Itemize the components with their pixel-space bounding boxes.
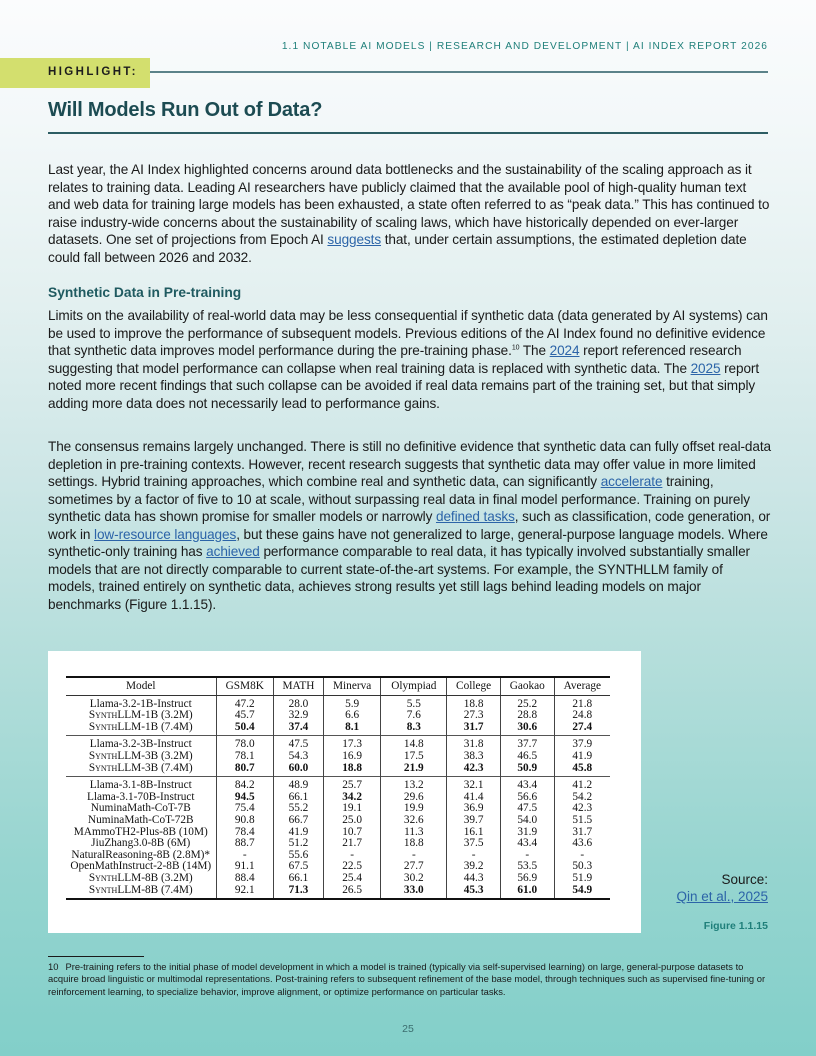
results-body — [66, 695, 610, 899]
score-cell-minerva: 25.0 — [323, 815, 380, 827]
link-achieved[interactable]: achieved — [206, 544, 260, 559]
score-cell-average: 51.9 — [554, 873, 610, 885]
text-run: performance comparable to real data, it has typically involved substantially smaller models that are not directly comparable to current state-of-the-art systems. For example, the SYNTHLLM family of models, trained entirely on synthetic data, achieves strong results yet still lags behind leading models on major benchmarks (Figure 1.1.15). — [48, 544, 750, 612]
text-run: Last year, the AI Index highlighted concerns around data bottlenecks and the sustainability of the scaling approach as it relates to training data. Leading AI researchers have publicly claimed that the available pool of high-quality human text and web data for training large models has been exhausted, a state often referred to as “peak data.” This has continued to raise industry-wide concerns about the sustainability of scaling laws, which have historically depended on ever-larger datasets. One set of projections from Epoch AI — [48, 162, 770, 247]
score-cell-olympiad: 19.9 — [381, 803, 447, 815]
score-cell-minerva: 19.1 — [323, 803, 380, 815]
score-cell-college: 41.4 — [447, 792, 501, 804]
text-run: , such as classification, code generation, or work in — [48, 509, 771, 542]
model-name: Llama-3.2-3B-Instruct — [89, 738, 192, 751]
model-name-smallcaps: Synth — [88, 720, 118, 733]
highlight-badge — [0, 58, 150, 88]
column-header-gsm8k: GSM8K — [216, 677, 274, 695]
highlight-label: HIGHLIGHT: — [48, 66, 138, 78]
score-cell-math: 54.3 — [274, 751, 324, 763]
score-cell-college: 37.5 — [447, 838, 501, 850]
score-cell-average: 31.7 — [554, 827, 610, 839]
model-name-smallcaps: Synth — [88, 883, 118, 896]
score-cell-average: - — [554, 850, 610, 862]
model-name: MAmmoTH2-Plus-8B (10M) — [73, 825, 208, 838]
text-run: report noted more recent findings that such collapse can be avoided if real data remains part of the training set, but that simply adding more data does not necessarily lead to performance gains. — [48, 360, 760, 411]
score-cell-gsm8k: 78.1 — [216, 751, 274, 763]
score-cell-average: 45.8 — [554, 763, 610, 777]
text-run: that, under certain assumptions, the estimated depletion date could fall between 2026 and 2032. — [48, 232, 747, 265]
model-name-cell — [66, 722, 216, 736]
score-cell-minerva: 21.7 — [323, 838, 380, 850]
score-cell-gaokao: - — [500, 850, 554, 862]
score-cell-gsm8k: 80.7 — [216, 763, 274, 777]
figure-label: Figure 1.1.15 — [703, 920, 768, 932]
score-cell-olympiad: - — [381, 850, 447, 862]
section-heading: Synthetic Data in Pre-training — [48, 285, 242, 300]
score-cell-average: 37.9 — [554, 736, 610, 751]
model-name-smallcaps: Synth — [88, 761, 118, 774]
link-accelerate[interactable]: accelerate — [600, 474, 663, 489]
score-cell-average: 51.5 — [554, 815, 610, 827]
model-name: NuminaMath-CoT-72B — [87, 813, 194, 826]
paragraph-consensus — [48, 438, 772, 613]
score-cell-math: 60.0 — [274, 763, 324, 777]
score-cell-olympiad: 11.3 — [381, 827, 447, 839]
score-cell-gaokao: 43.4 — [500, 777, 554, 792]
score-cell-gsm8k: 90.8 — [216, 815, 274, 827]
score-cell-gsm8k: 75.4 — [216, 803, 274, 815]
figure-panel — [48, 651, 641, 933]
score-cell-average: 54.9 — [554, 885, 610, 900]
score-cell-math: 66.1 — [274, 873, 324, 885]
text-run: The consensus remains largely unchanged. There is still no definitive evidence that synthetic data can fully offset real-data depletion in pre-training contexts. However, recent research suggests that synthetic data may offer value in more limited settings. Hybrid training approaches, which combine real and synthetic data, can significantly — [48, 439, 771, 489]
page-title: Will Models Run Out of Data? — [48, 99, 323, 121]
score-cell-minerva: 26.5 — [323, 885, 380, 900]
score-cell-olympiad: 17.5 — [381, 751, 447, 763]
model-name: NuminaMath-CoT-7B — [90, 802, 191, 815]
score-cell-gaokao: 28.8 — [500, 710, 554, 722]
score-cell-gsm8k: 88.4 — [216, 873, 274, 885]
model-name: Llama-3.2-1B-Instruct — [89, 697, 192, 710]
link-low-resource-languages[interactable]: low-resource languages — [94, 526, 237, 542]
score-cell-college: 31.8 — [447, 736, 501, 751]
score-cell-college: 45.3 — [447, 885, 501, 900]
results-table — [66, 676, 610, 900]
score-cell-math: 66.7 — [274, 815, 324, 827]
table-header-row — [66, 677, 610, 695]
score-cell-gsm8k: 92.1 — [216, 885, 274, 900]
score-cell-average: 24.8 — [554, 710, 610, 722]
score-cell-average: 54.2 — [554, 792, 610, 804]
score-cell-gaokao: 30.6 — [500, 722, 554, 736]
running-head: 1.1 NOTABLE AI MODELS | RESEARCH AND DEVELOPMENT | AI INDEX REPORT 2026 — [281, 41, 768, 52]
model-name-smallcaps: Synth — [88, 749, 118, 762]
score-cell-math: 41.9 — [274, 827, 324, 839]
column-header-gaokao: Gaokao — [500, 677, 554, 695]
score-cell-minerva: 16.9 — [323, 751, 380, 763]
column-header-minerva: Minerva — [323, 677, 380, 695]
page-number: 25 — [402, 1023, 414, 1035]
model-name-smallcaps: Synth — [88, 709, 118, 722]
model-name-cell — [66, 885, 216, 900]
score-cell-gaokao: 47.5 — [500, 803, 554, 815]
intro-paragraph — [48, 161, 772, 266]
score-cell-math: 32.9 — [274, 710, 324, 722]
score-cell-college: 36.9 — [447, 803, 501, 815]
score-cell-gsm8k: 78.4 — [216, 827, 274, 839]
score-cell-college: 27.3 — [447, 710, 501, 722]
source-label: Source: — [721, 872, 768, 887]
score-cell-college: 44.3 — [447, 873, 501, 885]
score-cell-minerva: 25.7 — [323, 777, 380, 792]
score-cell-minerva: 10.7 — [323, 827, 380, 839]
score-cell-gaokao: 25.2 — [500, 695, 554, 710]
score-cell-college: 39.7 — [447, 815, 501, 827]
score-cell-college: 18.8 — [447, 695, 501, 710]
table-row — [66, 736, 610, 751]
score-cell-gaokao: 56.9 — [500, 873, 554, 885]
highlight-divider — [150, 71, 768, 73]
model-name: OpenMathInstruct-2-8B (14M) — [70, 860, 212, 873]
model-name: LLM-1B (3.2M) — [117, 709, 193, 722]
score-cell-math: 37.4 — [274, 722, 324, 736]
score-cell-olympiad: 27.7 — [381, 861, 447, 873]
score-cell-olympiad: 21.9 — [381, 763, 447, 777]
score-cell-gsm8k: 50.4 — [216, 722, 274, 736]
footnote-text: Pre-training refers to the initial phase of model development in which a model is trained (typically via self-supervised learning) on large, general-purpose datasets to acquire broad linguistic or multimodal representations. Post-training refers to subsequent refinement of the base model, through techniques such as supervised fine-tuning or reinforcement learning, to specialize behavior, improve alignment, or optimize performance on particular tasks. — [48, 961, 766, 997]
model-name: NaturalReasoning-8B (2.8M)* — [71, 848, 211, 861]
score-cell-average: 41.9 — [554, 751, 610, 763]
score-cell-average: 41.2 — [554, 777, 610, 792]
score-cell-math: 51.2 — [274, 838, 324, 850]
score-cell-olympiad: 29.6 — [381, 792, 447, 804]
score-cell-minerva: 5.9 — [323, 695, 380, 710]
score-cell-average: 42.3 — [554, 803, 610, 815]
score-cell-olympiad: 7.6 — [381, 710, 447, 722]
score-cell-college: 16.1 — [447, 827, 501, 839]
score-cell-minerva: 25.4 — [323, 873, 380, 885]
score-cell-math: 48.9 — [274, 777, 324, 792]
score-cell-gsm8k: 91.1 — [216, 861, 274, 873]
score-cell-olympiad: 13.2 — [381, 777, 447, 792]
score-cell-gaokao: 54.0 — [500, 815, 554, 827]
model-name: LLM-1B (7.4M) — [117, 720, 193, 733]
score-cell-math: 47.5 — [274, 736, 324, 751]
model-name-cell — [66, 736, 216, 751]
table-row — [66, 722, 610, 736]
column-header-math: MATH — [274, 677, 324, 695]
text-run: report referenced research suggesting that model performance can collapse when real training data is replaced with synthetic data. The — [48, 343, 742, 376]
score-cell-average: 43.6 — [554, 838, 610, 850]
model-name: Llama-3.1-8B-Instruct — [89, 779, 192, 792]
score-cell-gaokao: 53.5 — [500, 861, 554, 873]
text-run: Limits on the availability of real-world data may be less consequential if synthetic data (data generated by AI systems) can be used to improve the performance of subsequent models. Previous editions of the AI Index found no definitive evidence that synthetic data improves model performance during the pre-training phase. — [48, 308, 768, 358]
score-cell-gaokao: 61.0 — [500, 885, 554, 900]
model-name-smallcaps: Synth — [88, 871, 118, 884]
score-cell-minerva: - — [323, 850, 380, 862]
score-cell-olympiad: 14.8 — [381, 736, 447, 751]
paragraph-synthetic-limits — [48, 307, 772, 412]
score-cell-gsm8k: 78.0 — [216, 736, 274, 751]
score-cell-olympiad: 5.5 — [381, 695, 447, 710]
footnote-ref[interactable]: 10 — [511, 344, 520, 352]
table-row — [66, 885, 610, 900]
score-cell-olympiad: 8.3 — [381, 722, 447, 736]
model-name: LLM-8B (7.4M) — [117, 883, 193, 896]
score-cell-gaokao: 56.6 — [500, 792, 554, 804]
score-cell-gaokao: 37.7 — [500, 736, 554, 751]
link-2025-report[interactable]: 2025 — [690, 360, 721, 376]
score-cell-college: 38.3 — [447, 751, 501, 763]
link-suggests[interactable]: suggests — [327, 232, 382, 247]
score-cell-minerva: 6.6 — [323, 710, 380, 722]
score-cell-gaokao: 46.5 — [500, 751, 554, 763]
score-cell-average: 27.4 — [554, 722, 610, 736]
score-cell-average: 21.8 — [554, 695, 610, 710]
score-cell-math: 28.0 — [274, 695, 324, 710]
score-cell-math: 66.1 — [274, 792, 324, 804]
model-name: LLM-3B (3.2M) — [117, 749, 193, 762]
table-row — [66, 763, 610, 777]
score-cell-college: 42.3 — [447, 763, 501, 777]
score-cell-college: 31.7 — [447, 722, 501, 736]
score-cell-gaokao: 50.9 — [500, 763, 554, 777]
score-cell-gsm8k: 88.7 — [216, 838, 274, 850]
column-header-average: Average — [554, 677, 610, 695]
score-cell-college: 32.1 — [447, 777, 501, 792]
column-header-college: College — [447, 677, 501, 695]
text-run: training, sometimes by a factor of five to 10 at scale, without surpassing real data in final model performance. Training on purely synthetic data has shown promise for smaller models or narrowly — [48, 474, 750, 524]
score-cell-olympiad: 18.8 — [381, 838, 447, 850]
score-cell-gsm8k: 84.2 — [216, 777, 274, 792]
score-cell-math: 55.2 — [274, 803, 324, 815]
model-name-cell — [66, 695, 216, 710]
table-row — [66, 777, 610, 792]
score-cell-gaokao: 31.9 — [500, 827, 554, 839]
score-cell-olympiad: 30.2 — [381, 873, 447, 885]
score-cell-math: 71.3 — [274, 885, 324, 900]
score-cell-minerva: 8.1 — [323, 722, 380, 736]
score-cell-gaokao: 43.4 — [500, 838, 554, 850]
score-cell-gsm8k: 94.5 — [216, 792, 274, 804]
score-cell-college: 39.2 — [447, 861, 501, 873]
model-name-cell — [66, 763, 216, 777]
score-cell-minerva: 17.3 — [323, 736, 380, 751]
link-defined-tasks[interactable]: defined tasks — [435, 509, 515, 524]
footnote-divider — [48, 956, 144, 957]
text-run: The — [519, 343, 550, 358]
score-cell-gsm8k: 47.2 — [216, 695, 274, 710]
score-cell-math: 67.5 — [274, 861, 324, 873]
table-row — [66, 695, 610, 710]
score-cell-gsm8k: 45.7 — [216, 710, 274, 722]
score-cell-minerva: 34.2 — [323, 792, 380, 804]
score-cell-olympiad: 33.0 — [381, 885, 447, 900]
column-header-olympiad: Olympiad — [381, 677, 447, 695]
score-cell-math: 55.6 — [274, 850, 324, 862]
model-name: JiuZhang3.0-8B (6M) — [91, 837, 191, 850]
source-link[interactable]: Qin et al., 2025 — [676, 889, 768, 904]
score-cell-olympiad: 32.6 — [381, 815, 447, 827]
model-name-cell — [66, 777, 216, 792]
model-name: LLM-3B (7.4M) — [117, 761, 193, 774]
model-name: LLM-8B (3.2M) — [117, 871, 193, 884]
text-run: , but these gains have not generalized to large, general-purpose language models. Where synthetic-only training has — [48, 526, 768, 559]
column-header-model: Model — [66, 677, 216, 695]
score-cell-minerva: 22.5 — [323, 861, 380, 873]
score-cell-college: - — [447, 850, 501, 862]
title-divider — [48, 132, 768, 134]
score-cell-gsm8k: - — [216, 850, 274, 862]
link-2024-report[interactable]: 2024 — [549, 343, 580, 358]
footnote-number: 10 — [48, 961, 59, 972]
model-name: Llama-3.1-70B-Instruct — [86, 790, 195, 803]
score-cell-average: 50.3 — [554, 861, 610, 873]
footnote — [48, 961, 772, 998]
score-cell-minerva: 18.8 — [323, 763, 380, 777]
